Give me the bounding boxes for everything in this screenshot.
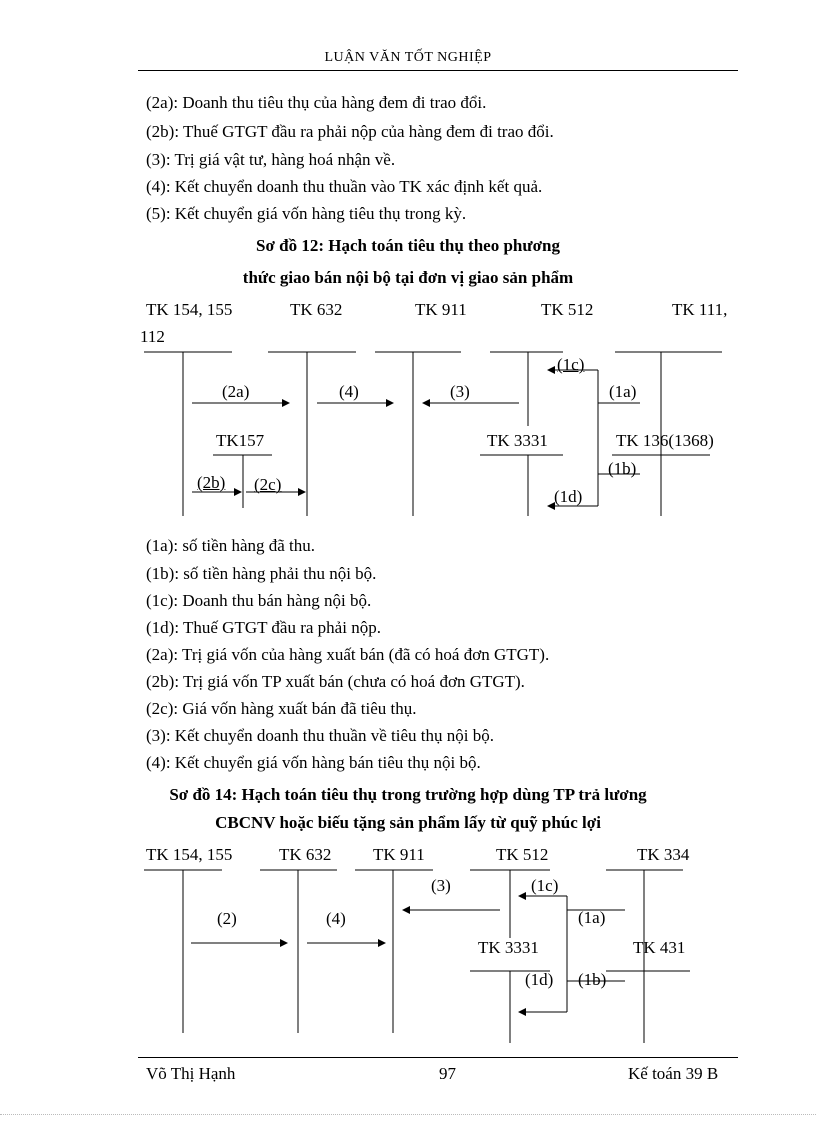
d12-arrow-label: (1d) [554,487,583,506]
intro-line: (3): Trị giá vật tư, hàng hoá nhận về. [146,150,396,169]
d14-account-label: TK 911 [373,845,425,864]
d14-arrow-label: (4) [326,909,346,928]
legend-line: (4): Kết chuyển giá vốn hàng bán tiêu thụ nội bộ. [146,753,481,772]
d14-account-label: TK 512 [496,845,549,864]
d12-arrow-label: (1a) [609,382,637,401]
diagram14-title-line2: CBCNV hoặc biếu tặng sản phẩm lấy từ quỹ phúc lợi [215,813,601,832]
intro-line: (4): Kết chuyển doanh thu thuần vào TK xác định kết quả. [146,177,543,196]
d12-subaccount-label: TK 136(1368) [616,431,714,450]
intro-line: (5): Kết chuyển giá vốn hàng tiêu thụ trong kỳ. [146,204,467,223]
d12-account-label: TK 911 [415,300,467,319]
d12-arrow-label: (3) [450,382,470,401]
d12-arrow-label: (2c) [254,475,282,494]
d12-account-label: TK 512 [541,300,594,319]
page-number: 97 [439,1064,456,1083]
d14-account-label: TK 154, 155 [146,845,233,864]
footer-author: Võ Thị Hạnh [146,1064,236,1083]
d12-subaccount-label: TK157 [216,431,265,450]
footer-rule [138,1057,738,1058]
legend-line: (1b): số tiền hàng phải thu nội bộ. [146,564,377,583]
d12-arrow-label: (1b) [608,459,637,478]
d12-arrow-label: (1c) [557,355,585,374]
running-header: LUẬN VĂN TỐT NGHIỆP [324,50,492,65]
d12-account-label: 112 [140,327,165,346]
diagram12-title-line2: thức giao bán nội bộ tại đơn vị giao sản phẩm [242,268,574,287]
legend-line: (2c): Giá vốn hàng xuất bán đã tiêu thụ. [146,699,417,718]
page-bottom-dotted-rule [0,1114,816,1115]
d14-arrow-label: (2) [217,909,237,928]
d14-arrow-label: (1b) [578,970,607,989]
legend-line: (1d): Thuế GTGT đầu ra phải nộp. [146,618,381,637]
diagram12-title-line1: Sơ đồ 12: Hạch toán tiêu thụ theo phương [256,236,560,255]
d14-arrow-label: (3) [431,876,451,895]
d14-arrow-label: (1c) [531,876,559,895]
d12-arrow-label: (2a) [222,382,250,401]
intro-line: (2b): Thuế GTGT đầu ra phải nộp của hàng đem đi trao đổi. [146,122,554,141]
d12-arrow-label: (2b) [197,473,226,492]
d14-arrow-label: (1d) [525,970,554,989]
footer-class: Kế toán 39 B [628,1064,719,1083]
legend-line: (3): Kết chuyển doanh thu thuần về tiêu thụ nội bộ. [146,726,494,745]
d12-arrow-label: (4) [339,382,359,401]
d12-account-label: TK 632 [290,300,343,319]
d14-subaccount-label: TK 3331 [478,938,539,957]
legend-line: (1a): số tiền hàng đã thu. [146,536,316,555]
d14-arrow-label: (1a) [578,908,606,927]
legend-line: (2a): Trị giá vốn của hàng xuất bán (đã có hoá đơn GTGT). [146,645,550,664]
intro-line: (2a): Doanh thu tiêu thụ của hàng đem đi trao đổi. [146,93,487,112]
d12-account-label: TK 111, [672,300,728,319]
diagram14-title-line1: Sơ đồ 14: Hạch toán tiêu thụ trong trường hợp dùng TP trả lương [169,785,647,804]
legend-line: (1c): Doanh thu bán hàng nội bộ. [146,591,372,610]
d12-subaccount-label: TK 3331 [487,431,548,450]
d14-account-label: TK 334 [637,845,690,864]
d14-subaccount-label: TK 431 [633,938,686,957]
legend-line: (2b): Trị giá vốn TP xuất bán (chưa có hoá đơn GTGT). [146,672,525,691]
d12-account-label: TK 154, 155 [146,300,233,319]
d14-account-label: TK 632 [279,845,332,864]
